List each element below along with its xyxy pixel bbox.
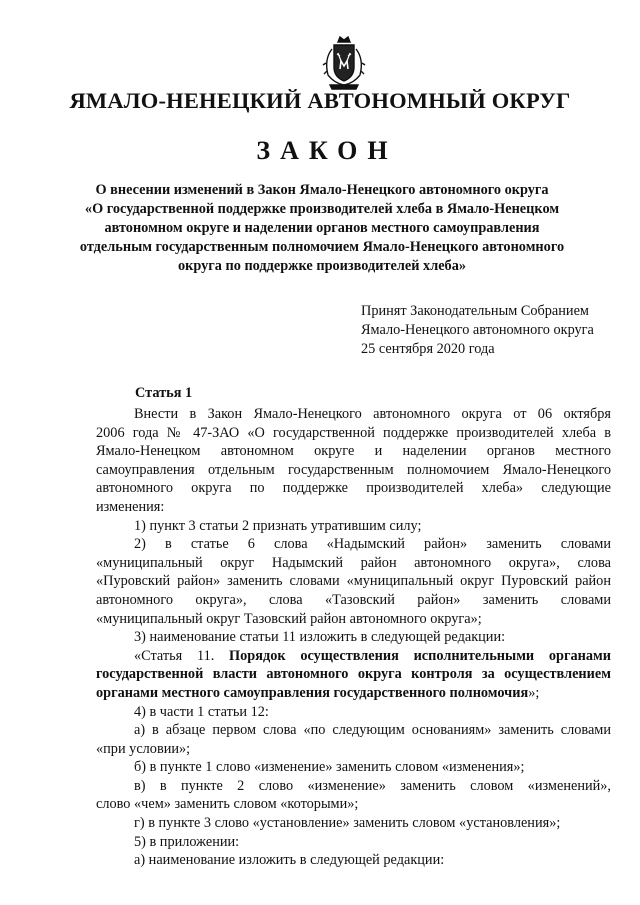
article-heading: Статья 1 <box>135 385 193 401</box>
list-item-line: а) наименование изложить в следующей редакции: <box>134 852 445 869</box>
law-title-line: автономном округе и наделении органов местного самоуправления <box>104 220 540 236</box>
adoption-line: Ямало-Ненецкого автономного округа <box>361 322 594 338</box>
law-title-line: «О государственной поддержке производителей хлеба в Ямало-Ненецком <box>84 201 560 217</box>
list-item-line: 2) в статье 6 слова «Надымский район» заменить словами <box>134 536 611 553</box>
quoted-article-title: Порядок осуществления исполнительными органами <box>229 647 611 664</box>
list-item-line: в) в пункте 2 слово «изменение» заменить словом «изменений», <box>134 777 611 794</box>
quoted-article-title-line <box>96 684 611 703</box>
paragraph-line: Ямало-Ненецком автономном округе и наделении органов местного <box>96 443 611 460</box>
quoted-article-prefix: «Статья 11. <box>134 647 230 664</box>
paragraph-line: автономного округа по поддержке производителей хлеба» следующие <box>96 480 611 497</box>
adoption-line: Принят Законодательным Собранием <box>361 303 589 319</box>
list-item-line: «муниципальный округ Тазовский район автономного округа»; <box>96 610 482 627</box>
quoted-article-title-line <box>96 647 611 666</box>
list-item-line: 3) наименование статьи 11 изложить в следующей редакции: <box>134 629 506 646</box>
quoted-article-suffix: »; <box>528 684 540 701</box>
list-item-line: «Пуровский район» заменить словами «муниципальный округ Пуровский район <box>96 573 611 590</box>
quoted-article-title-end: органами местного самоуправления государственного полномочия <box>96 684 529 701</box>
list-item-line: слово «чем» заменить словом «которыми»; <box>96 796 359 813</box>
law-title <box>60 181 584 276</box>
list-item-line: а) в абзаце первом слова «по следующим основаниям» заменить словами <box>134 722 611 739</box>
list-item-line: автономного округа», слова «Тазовский район» заменить словами <box>96 591 611 608</box>
paragraph-line: самоуправления отдельным государственным полномочием Ямало-Ненецкого <box>96 461 611 478</box>
article-body <box>96 405 611 870</box>
list-item-line: б) в пункте 1 слово «изменение» заменить словом «изменения»; <box>134 759 525 776</box>
adoption-date: 25 сентября 2020 года <box>361 341 495 357</box>
law-title-line: О внесении изменений в Закон Ямало-Ненецкого автономного округа <box>95 182 549 198</box>
coat-of-arms-icon <box>319 33 369 91</box>
law-title-line: округа по поддержке производителей хлеба» <box>177 258 467 274</box>
quoted-article-title-line: государственной власти автономного округа контроля за осуществлением <box>96 666 611 683</box>
list-item-line: 1) пункт 3 статьи 2 признать утратившим силу; <box>134 517 422 534</box>
list-item-line: 5) в приложении: <box>134 833 240 850</box>
adoption-note <box>361 302 594 359</box>
list-item-line: 4) в части 1 статьи 12: <box>134 703 269 720</box>
list-item-line: «при условии»; <box>96 740 191 757</box>
list-item-line: «муниципальный округ Надымский район автономного округа», слова <box>96 554 611 571</box>
paragraph-line: 2006 года № 47-ЗАО «О государственной поддержке производителей хлеба в <box>96 424 611 441</box>
paragraph-line: Внести в Закон Ямало-Ненецкого автономного округа от 06 октября <box>134 406 611 422</box>
paragraph-line: изменения: <box>96 498 165 515</box>
law-title-line: отдельным государственным полномочием Ямало-Ненецкого автономного <box>79 239 565 255</box>
region-heading: ЯМАЛО-НЕНЕЦКИЙ АВТОНОМНЫЙ ОКРУГ <box>69 88 571 113</box>
list-item-line: г) в пункте 3 слово «установление» заменить словом «установления»; <box>134 815 561 832</box>
document-type-heading: ЗАКОН <box>256 136 398 165</box>
